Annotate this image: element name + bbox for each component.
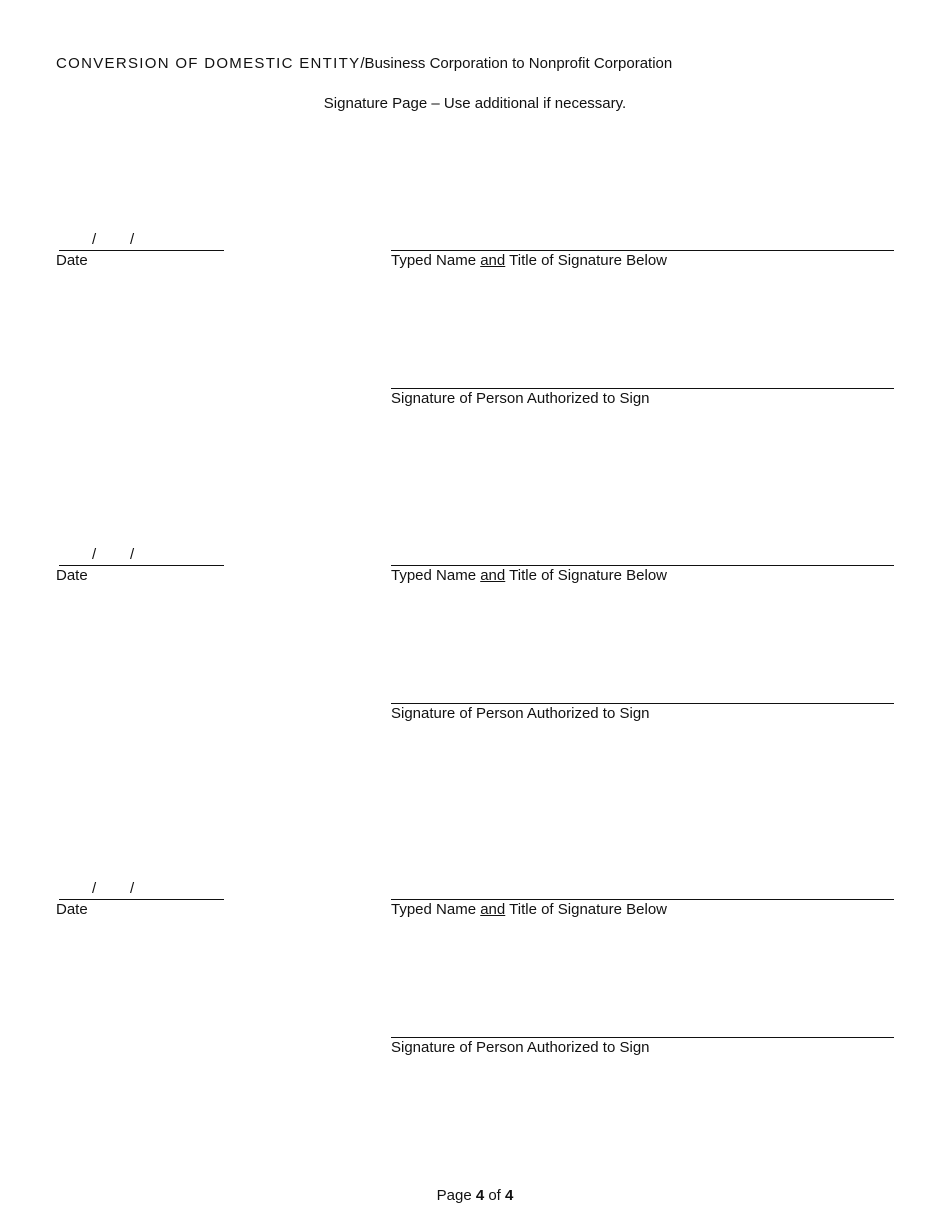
typed-label-part: Typed Name [391,252,481,269]
typed-label-part: Title of Signature Below [505,567,668,584]
page-current: 4 [475,1187,485,1204]
date-label: Date [56,901,88,918]
typed-label-and: and [480,252,506,269]
date-label: Date [56,252,88,269]
page-number [0,1187,950,1204]
date-slash: / [130,231,135,248]
typed-name-title-label [391,566,667,586]
typed-label-part: Title of Signature Below [505,252,668,269]
typed-name-title-label [391,900,667,920]
signature-label: Signature of Person Authorized to Sign [391,390,650,407]
document-title-rest: /Business Corporation to Nonprofit Corporation [360,55,673,72]
signature-block-2 [0,546,950,750]
date-slash: / [92,546,97,563]
date-field[interactable] [59,231,224,251]
document-subtitle: Signature Page – Use additional if necessary. [323,95,627,112]
signature-block-3 [0,880,950,1084]
signature-label: Signature of Person Authorized to Sign [391,705,650,722]
typed-label-and: and [480,901,506,918]
page-word: Page [436,1187,476,1204]
date-field[interactable] [59,546,224,566]
typed-label-part: Title of Signature Below [505,901,668,918]
of-word: of [484,1187,506,1204]
date-slash: / [92,880,97,897]
date-slash: / [130,546,135,563]
document-title [56,55,672,72]
date-field[interactable] [59,880,224,900]
document-title-caps: CONVERSION OF DOMESTIC ENTITY [56,55,361,72]
date-slash: / [92,231,97,248]
typed-label-and: and [480,567,506,584]
signature-block-1 [0,231,950,435]
typed-label-part: Typed Name [391,901,481,918]
date-slash: / [130,880,135,897]
typed-name-title-label [391,251,667,271]
date-label: Date [56,567,88,584]
signature-label: Signature of Person Authorized to Sign [391,1039,650,1056]
page-total: 4 [505,1187,514,1204]
typed-label-part: Typed Name [391,567,481,584]
